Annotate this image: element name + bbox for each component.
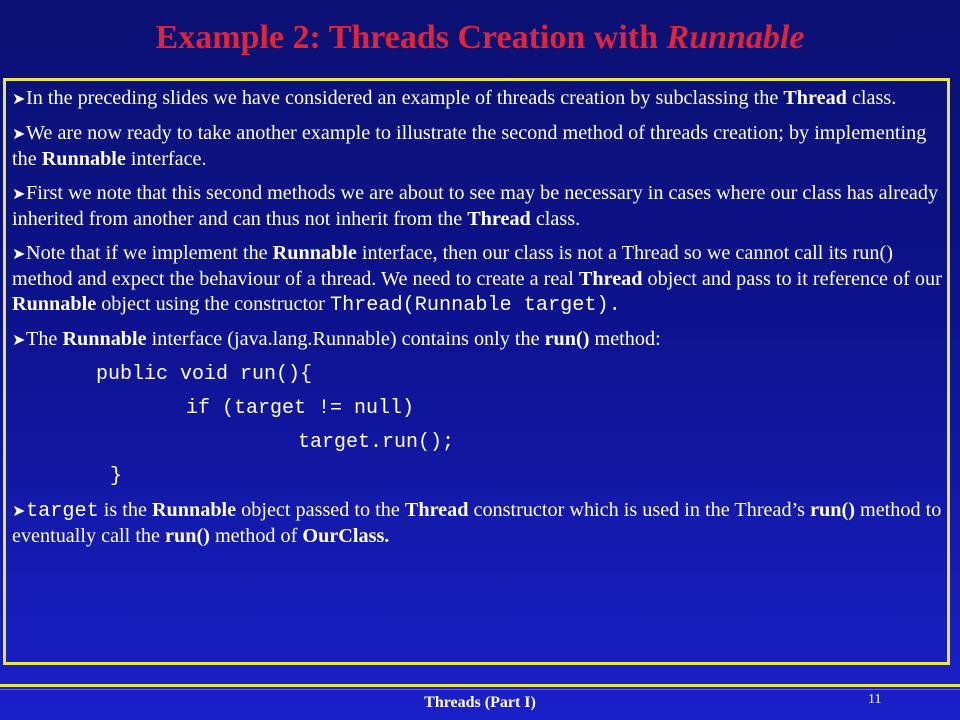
page-number: 11 [868,692,882,707]
text: interface. [125,148,207,170]
bold-text: run() [810,499,855,521]
code-line: target.run(); [202,431,455,454]
text: method: [589,328,661,350]
text: Note that if we implement the [26,242,273,264]
text: class. [846,87,897,109]
bullet-3 [12,181,947,232]
bullet-1 [12,86,947,112]
code-inline: target [26,500,99,523]
bold-text: Runnable [151,499,237,521]
bullet-list [12,86,947,558]
bold-text: Thread [783,87,847,109]
bold-text: Runnable [12,293,97,315]
text: In the preceding slides we have considered an example of threads creation by subclassing the [26,87,784,109]
text: interface (java.lang.Runnable) contains only the [146,328,545,350]
bold-text: Thread [578,268,643,290]
footer-label: Threads (Part I) [424,694,536,711]
bold-text: run() [165,525,210,547]
arrow-bullet-icon: ➤ [12,332,26,349]
bold-text: run() [544,328,590,350]
text: object passed to the [236,499,405,521]
text: method of [209,525,303,547]
bold-text: Thread [404,499,469,521]
code-line: } [110,465,123,488]
bullet-4 [12,241,947,318]
text: First we note that this second methods we are about to see may be necessary in cases where our class has already inherited from another and can thus not inherit from the [12,182,939,230]
title-italic: Runnable [666,19,805,56]
text: class. [530,208,581,230]
text: is the [98,499,152,521]
footer-divider [0,684,960,687]
bold-text: Runnable [41,148,126,170]
arrow-bullet-icon: ➤ [12,91,26,108]
bold-text: Runnable [272,242,357,264]
text: interface, then our class is not a Thread so we cannot call its run() method and expect the behaviour of a thread. We need to create a real [12,242,893,290]
arrow-bullet-icon: ➤ [12,126,26,143]
arrow-bullet-icon: ➤ [12,186,26,203]
footer-divider-thin [0,689,960,690]
code-line: if (target != null) [138,397,415,420]
text: The [26,328,63,350]
slide-title [0,16,960,60]
bold-text: Thread [467,208,531,230]
arrow-bullet-icon: ➤ [12,246,26,263]
code-line: public void run(){ [96,363,313,386]
code-block [12,358,947,494]
bold-text: Runnable [62,328,147,350]
text: We are now ready to take another example to illustrate the second method of threads creation; by implementing the [12,122,927,170]
bullet-2 [12,121,947,172]
title-main: Example 2: Threads Creation with [155,19,667,56]
text: method to eventually call the [12,499,942,547]
arrow-bullet-icon: ➤ [12,503,26,520]
text: constructor which is used in the Thread’s [468,499,811,521]
code-inline: Thread(Runnable target). [329,294,621,317]
bullet-5 [12,327,947,353]
text: object using the constructor [96,293,330,315]
bullet-6 [12,498,947,549]
bold-text: OurClass. [302,525,390,547]
text: object and pass to it reference of our [642,268,942,290]
